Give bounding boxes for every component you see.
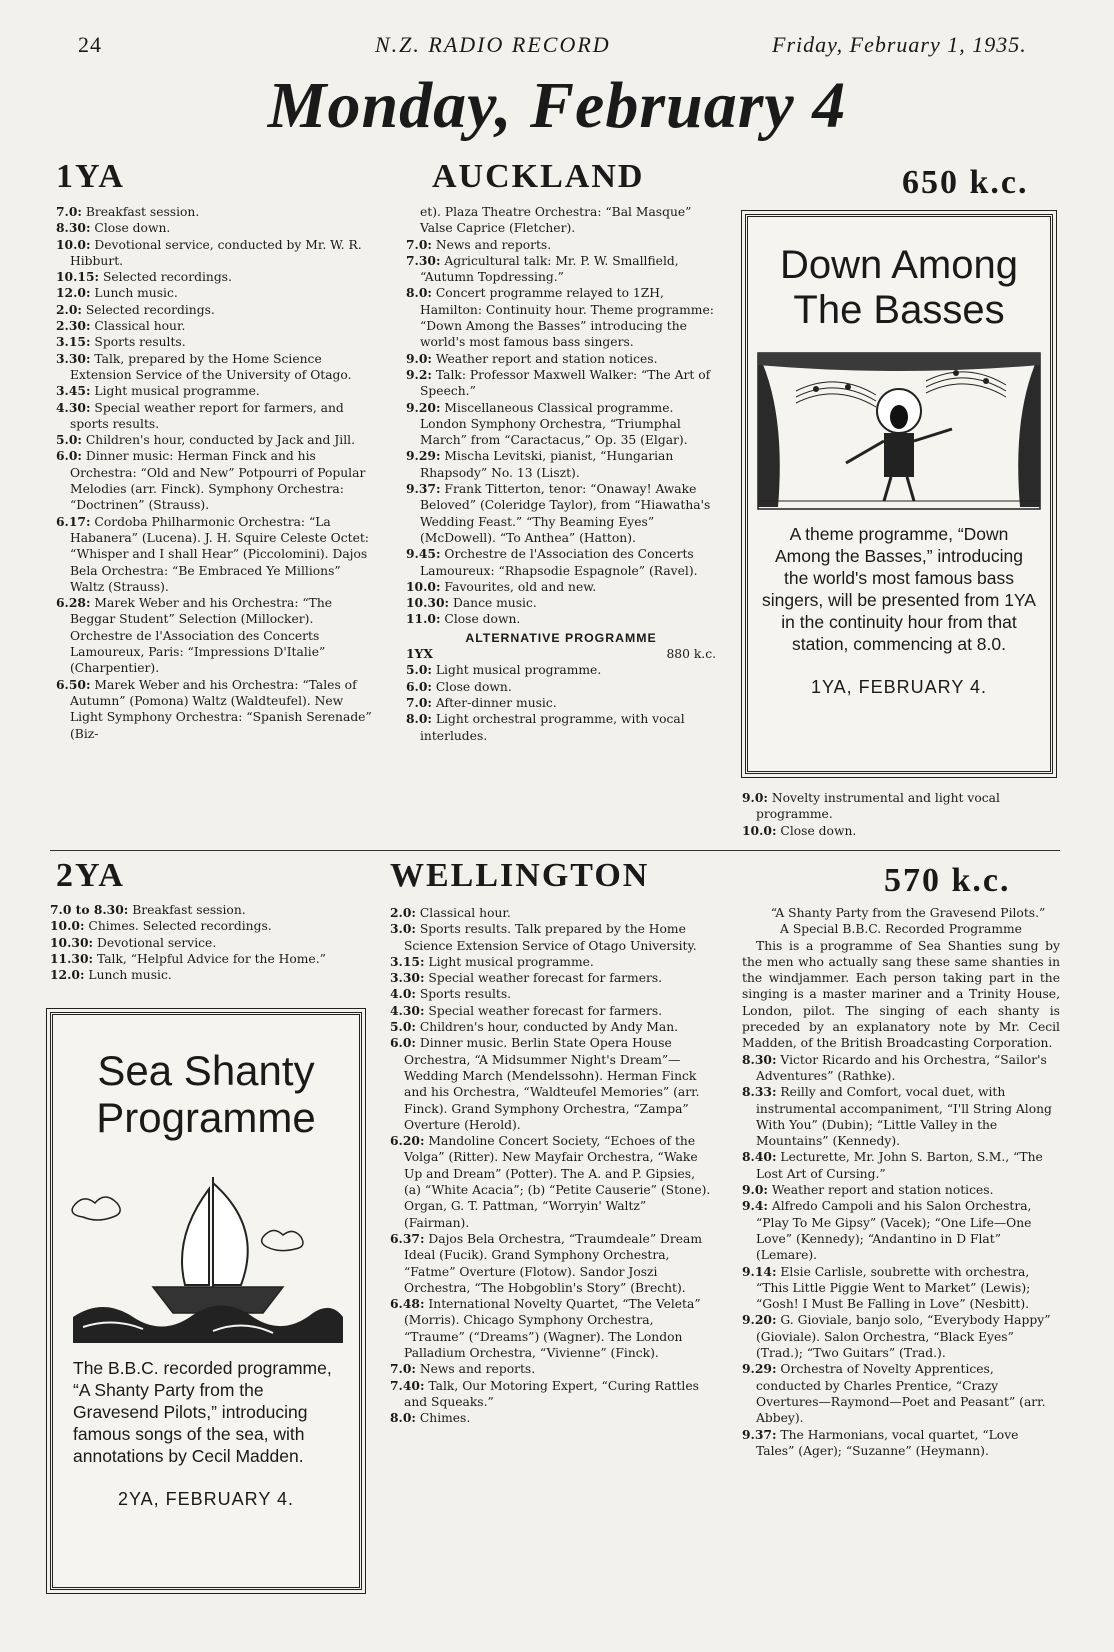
program-list [742,790,1060,839]
feature-title-line1: Sea Shanty [97,1047,315,1094]
program-description: Lunch music. [88,968,172,983]
program-time: 9.0: [742,1182,768,1198]
program-description: Close down. [435,679,512,694]
program-description: Sports results. Talk prepared by the Home Science Extension Service of Otago University. [404,922,697,953]
program-time: 6.20: [390,1133,425,1149]
program-description: Mischa Levitski, pianist, “Hungarian Rhapsody” No. 13 (Liszt). [420,449,674,480]
program-description: Chimes. [419,1411,471,1426]
station-2ya-city: WELLINGTON [390,857,650,894]
program-entry [406,711,716,744]
program-description: Victor Ricardo and his Orchestra, “Sailor's Adventures” (Rathke). [756,1052,1047,1083]
program-entry [56,269,372,285]
program-time: 10.0: [742,822,777,838]
program-time: 7.0 to 8.30: [50,902,129,917]
program-description: et). Plaza Theatre Orchestra: “Bal Masque” Valse Caprice (Fletcher). [420,205,692,236]
shanty-intro-text: This is a programme of Sea Shanties sung by the men who actually sang these same shanties in the windjammer. Each person taking part in the singing is a master mariner and a Trinity House, London, pilot. The singing of each shanty is preceded by an explanatory note by Mr. Cecil Madden, of the British Broadcasting Corporation. [742,938,1060,1051]
program-description: Weather report and station notices. [771,1183,994,1198]
program-time: 9.45: [406,546,441,562]
program-entry [390,1003,712,1019]
alternative-programme [406,630,716,744]
program-description: Dinner music. Berlin State Opera House Orchestra, “A Midsummer Night's Dream”—Wedding March (Mendelssohn). Herman Finck and his Orchestra, “Waldteufel Memories” (arr. Finck). Grand Symphony Orchestra, “Zampa” Overture (Herold). [404,1036,700,1132]
program-entry [742,1427,1060,1460]
bass-singer-illustration [756,351,1042,511]
program-description: Devotional service. [96,935,217,950]
program-time: 8.0: [406,711,432,727]
program-entry [742,1052,1060,1085]
program-description: Agricultural talk: Mr. P. W. Smallfield, “Autumn Topdressing.” [420,253,679,285]
program-entry [56,448,372,513]
program-entry [50,951,368,967]
program-time: 7.0: [406,236,432,252]
program-time: 8.30: [742,1051,777,1067]
program-list [406,662,716,743]
program-entry [406,400,716,449]
program-description: Close down. [94,221,171,236]
program-description: Special weather forecast for farmers. [428,971,663,986]
program-description: Breakfast session. [85,205,200,219]
program-time: 3.0: [390,921,416,937]
program-entry [406,546,716,579]
program-entry [390,921,712,954]
program-list [742,1052,1060,1459]
masthead: N.Z. RADIO RECORD [375,32,611,57]
program-description: Talk: Professor Maxwell Walker: “The Art of Speech.” [420,367,711,399]
program-description: Classical hour. [94,319,186,334]
page-number: 24 [78,32,102,57]
program-time: 5.0: [390,1019,416,1035]
issue-date: Friday, February 1, 1935. [772,32,1027,57]
program-time: 9.20: [742,1312,777,1328]
program-entry [742,1312,1060,1361]
program-time: 10.0: [56,236,91,252]
feature-footer: 1YA, FEBRUARY 4. [810,676,988,697]
program-time: 2.30: [56,318,91,334]
program-time: 3.15: [56,334,91,350]
program-description: Close down. [444,612,521,627]
program-time: 9.2: [406,366,432,382]
program-time: 7.40: [390,1377,425,1393]
program-time: 10.30: [406,595,450,611]
program-entry [406,579,716,595]
program-entry [406,611,716,627]
program-description: Miscellaneous Classical programme. London Symphony Orchestra, “Triumphal March” from “Caractacus,” Op. 35 (Elgar). [420,400,688,448]
program-time: 7.30: [406,252,441,268]
program-description: Talk, prepared by the Home Science Extension Service of the University of Otago. [70,351,352,382]
program-description: Elsie Carlisle, soubrette with orchestra, “This Little Piggie Went to Market” (Lewis); “Gosh! I Must Be Falling in Love” (Nesbitt). [756,1264,1031,1312]
program-time: 6.0: [406,678,432,694]
program-time: 6.50: [56,676,91,692]
program-description: News and reports. [419,1362,536,1377]
program-entry [742,823,1060,839]
station-1ya-city: AUCKLAND [432,158,645,195]
alternative-station-row [406,646,716,662]
program-time: 11.0: [406,611,441,627]
program-description: Novelty instrumental and light vocal programme. [756,791,1000,822]
program-entry [390,1361,712,1377]
program-entry [406,695,716,711]
program-entry [390,986,712,1002]
program-time: 3.15: [390,953,425,969]
program-entry [56,302,372,318]
program-entry [406,285,716,350]
program-time: 9.0: [742,790,768,805]
program-description: Devotional service, conducted by Mr. W. R. Hibburt. [70,237,362,268]
program-entry [56,334,372,350]
program-description: Cordoba Philharmonic Orchestra: “La Habanera” (Lucena). J. H. Squire Celeste Octet: “Whisper and I shall Hear” (Piccolomini). Dajos Bela Orchestra: “Be Embraced Ye Millions” Waltz (Strauss). [70,514,369,594]
program-entry [406,679,716,695]
program-description: Classical hour. [419,906,511,920]
program-description: Light musical programme. [435,663,602,678]
program-entry [390,954,712,970]
program-entry [50,967,368,983]
program-description: Favourites, old and new. [444,579,597,594]
program-description: Lecturette, Mr. John S. Barton, S.M., “The Lost Art of Cursing.” [756,1150,1043,1181]
program-time: 7.0: [390,1361,416,1377]
program-entry [406,448,716,481]
program-time: 6.28: [56,595,91,611]
feature-description: A theme programme, “Down Among the Basses,” introducing the world's most famous bass singers, will be presented from 1YA in the continuity hour from that station, commencing at 8.0. [762,523,1036,654]
program-time: 6.0: [56,448,82,464]
program-description: Weather report and station notices. [435,351,658,366]
feature-footer: 2YA, FEBRUARY 4. [117,1489,295,1510]
station-2ya-col1 [50,902,368,983]
program-description: The Harmonians, vocal quartet, “Love Tales” (Ager); “Suzanne” (Heymann). [756,1427,1019,1458]
program-entry [406,595,716,611]
program-time: 6.37: [390,1230,425,1246]
feature-title-line2: Programme [96,1094,316,1142]
shanty-intro-subtitle: A Special B.B.C. Recorded Programme [780,922,1022,937]
program-time: 6.0: [390,1035,416,1051]
program-entry [406,253,716,286]
alternative-frequency: 880 k.c. [666,647,716,662]
program-description: Light orchestral programme, with vocal interludes. [420,712,685,743]
program-list [406,204,716,628]
program-time: 2.0: [56,301,82,317]
program-description: Breakfast session. [132,903,246,917]
program-time: 10.30: [50,934,94,950]
program-description: Light musical programme. [428,954,594,969]
program-description: Dajos Bela Orchestra, “Traumdeale” Dream Ideal (Fucik). Grand Symphony Orchestra, “Fatme” Overture (Flotow). Sandor Joszi Orchestra, “The Hobgoblin's Story” (Brecht). [404,1231,703,1295]
program-time: 8.40: [742,1149,777,1165]
program-time: 3.30: [390,970,425,986]
program-description: Light musical programme. [94,384,260,399]
program-list [390,905,712,1427]
feature-title-line1: Down Among [780,243,1018,287]
program-description: Marek Weber and his Orchestra: “The Beggar Student” Selection (Millocker). Orchestre de l'Association des Concerts Lamoureux, Paris: “Impressions D'Italie” (Charpentier). [70,596,333,676]
program-entry [56,318,372,334]
program-entry [390,1410,712,1426]
program-description: Alfredo Campoli and his Salon Orchestra, “Play To Me Gipsy” (Vacek); “One Life—One Love” (Kennedy); “Andantino in D Flat” (Lemare). [756,1199,1032,1263]
program-description: Reilly and Comfort, vocal duet, with instrumental accompaniment, “I'll String Along With You” (Dubin); “Little Valley in the Mountains” (Kennedy). [756,1085,1052,1149]
program-entry [390,1019,712,1035]
program-description: Orchestre de l'Association des Concerts Lamoureux: “Rhapsodie Espagnole” (Ravel). [420,547,698,578]
program-description: Lunch music. [94,286,178,301]
program-description: Selected recordings. [85,302,215,317]
day-title: Monday, February 4 [267,69,847,142]
alternative-heading: ALTERNATIVE PROGRAMME [465,630,657,645]
program-time: 9.37: [742,1426,777,1442]
program-entry [50,935,368,951]
program-entry [56,220,372,236]
program-entry [406,237,716,253]
station-2ya-col3 [742,905,1060,1459]
program-entry [56,285,372,301]
program-time: 2.0: [390,905,416,920]
program-time: 6.17: [56,513,91,529]
program-time: 4.0: [390,986,416,1002]
program-time: 8.33: [742,1084,777,1100]
program-entry [742,1182,1060,1198]
program-time: 5.0: [56,432,82,448]
program-time: 12.0: [50,967,85,983]
program-entry [56,677,372,742]
program-time: 10.0: [406,578,441,594]
program-description: Chimes. Selected recordings. [88,919,272,934]
program-description: Concert programme relayed to 1ZH, Hamilton: Continuity hour. Theme programme: “Down Among the Basses” introducing the world's most famous bass singers. [420,286,714,350]
program-entry [390,1231,712,1296]
station-1ya-callsign: 1YA [56,158,125,195]
program-list [50,902,368,983]
station-1ya-col3 [742,790,1060,839]
station-1ya-col1 [56,204,372,742]
feature-title-line2: The Basses [793,287,1005,332]
program-description: After-dinner music. [435,695,557,710]
program-description: Special weather forecast for farmers. [428,1003,663,1018]
program-description: Special weather report for farmers, and sports results. [70,400,344,431]
program-entry [56,351,372,384]
station-2ya-frequency: 570 k.c. [884,862,1011,899]
program-description: Children's hour, conducted by Andy Man. [419,1020,679,1035]
program-entry [742,1361,1060,1426]
program-entry [406,481,716,546]
program-description: Marek Weber and his Orchestra: “Tales of Autumn” (Pomona) Waltz (Waldteufel). New Light Symphony Orchestra: “Spanish Serenade” (Biz- [70,677,372,741]
program-time: 3.45: [56,383,91,399]
program-description: Children's hour, conducted by Jack and Jill. [85,433,355,448]
program-time: 9.0: [406,350,432,366]
program-time: 6.48: [390,1296,425,1312]
program-entry [742,1198,1060,1263]
program-time: 9.29: [406,448,441,464]
program-entry [50,918,368,934]
feature-box-sea-shanty [50,1012,362,1590]
program-time: 10.15: [56,269,100,285]
feature-box-down-among-the-basses [745,214,1053,774]
program-entry [56,204,372,220]
program-time: 9.4: [742,1198,768,1214]
program-time: 10.0: [50,918,85,934]
program-entry [390,905,712,921]
program-list [56,204,372,742]
program-entry [50,902,368,918]
program-time: 3.30: [56,350,91,366]
program-description: Dance music. [452,596,537,611]
alternative-callsign: 1YX [406,646,433,662]
feature-description: The B.B.C. recorded programme, “A Shanty Party from the Gravesend Pilots,” introducing famous songs of the sea, with annotations by Cecil Madden. [73,1358,332,1467]
program-time: 8.0: [390,1410,416,1426]
program-entry [390,1035,712,1133]
program-entry [56,432,372,448]
station-1ya-col2 [406,204,716,744]
program-description: Close down. [780,823,857,838]
program-description: Dinner music: Herman Finck and his Orchestra: “Old and New” Potpourri of Popular Melodies (arr. Finck). Symphony Orchestra: “Doctrinen” (Strauss). [70,449,366,513]
program-time: 9.14: [742,1263,777,1279]
program-entry [742,1149,1060,1182]
program-entry [390,1133,712,1231]
program-entry [742,1084,1060,1149]
program-entry [56,400,372,433]
program-entry [406,367,716,400]
program-entry [742,1264,1060,1313]
program-entry [56,595,372,676]
program-description: Talk, Our Motoring Expert, “Curing Rattles and Squeaks.” [404,1378,699,1409]
shanty-intro-title: “A Shanty Party from the Gravesend Pilots.” [770,906,1046,920]
program-description: Mandoline Concert Society, “Echoes of the Volga” (Ritter). New Mayfair Orchestra, “Wake Up and Dream” (Potter). The A. and P. Gipsies, (a) “White Acacia”; (b) “Petite Causerie” (Stone). Organ, G. T. Pattman, “Worryin' Waltz” (Fairman). [404,1134,711,1230]
program-description: Sports results. [419,987,512,1002]
program-entry [390,970,712,986]
program-entry [56,514,372,595]
program-time: 5.0: [406,662,432,678]
program-description: Frank Titterton, tenor: “Onaway! Awake Beloved” (Coleridge Taylor), from “Hiawatha's Wedding Feast.” “Thy Beaming Eyes” (McDowell). “To Anthea” (Hatton). [420,482,711,545]
program-entry [406,351,716,367]
program-description: Sports results. [94,335,186,350]
program-time: 4.30: [390,1002,425,1018]
program-entry [406,204,716,237]
program-entry [56,383,372,399]
program-entry [390,1296,712,1361]
program-description: Talk, “Helpful Advice for the Home.” [96,951,326,966]
station-1ya-frequency: 650 k.c. [902,164,1029,201]
program-time: 9.37: [406,481,441,497]
station-2ya-col2 [390,905,712,1427]
program-description: News and reports. [435,237,552,252]
program-time: 8.30: [56,220,91,236]
program-time: 7.0: [406,694,432,710]
program-entry [390,1378,712,1411]
program-description: Selected recordings. [102,270,232,285]
program-time: 8.0: [406,285,432,301]
program-time: 12.0: [56,285,91,301]
program-entry [406,662,716,678]
program-description: International Novelty Quartet, “The Veleta” (Morris). Chicago Symphony Orchestra, “Traume” (“Dreams”) (Wagner). The London Palladium Orchestra, “Vivienne” (Finck). [404,1297,701,1361]
program-time: 11.30: [50,950,94,966]
sailing-ship-illustration [63,1167,349,1347]
section-divider [50,850,1060,851]
program-entry [742,790,1060,823]
program-time: 4.30: [56,399,91,415]
program-entry [56,237,372,270]
program-description: G. Gioviale, banjo solo, “Everybody Happy” (Gioviale). Salon Orchestra, “Black Eyes” (Trad.); “Two Guitars” (Trad.). [756,1313,1051,1361]
station-2ya-callsign: 2YA [56,857,125,894]
program-description: Orchestra of Novelty Apprentices, conducted by Charles Prentice, “Crazy Overtures—Raymond—Poet and Peasant” (arr. Abbey). [756,1362,1046,1426]
program-time: 9.20: [406,399,441,415]
program-time: 9.29: [742,1361,777,1377]
program-time: 7.0: [56,204,82,219]
